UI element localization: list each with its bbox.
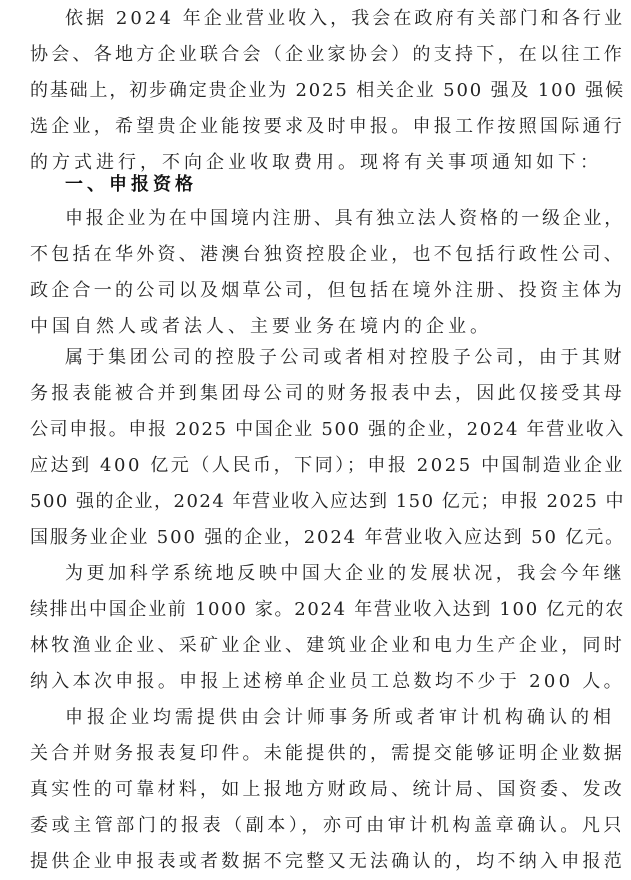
paragraph-4-line-4: 纳入本次申报。申报上述榜单企业员工总数均不少于 200 人。 [30, 671, 625, 692]
paragraph-3-line-1: 属于集团公司的控股子公司或者相对控股子公司，由于其财 [65, 347, 625, 368]
section-heading: 一、申报资格 [65, 174, 197, 195]
paragraph-4-line-1: 为更加科学系统地反映中国大企业的发展状况，我会今年继 [65, 563, 625, 584]
paragraph-5-line-2: 关合并财务报表复印件。未能提供的，需提交能够证明企业数据 [30, 743, 625, 764]
paragraph-2-line-3: 政企合一的公司以及烟草公司，但包括在境外注册、投资主体为 [30, 280, 625, 301]
paragraph-1-line-1: 依据 2024 年企业营业收入，我会在政府有关部门和各行业 [65, 8, 625, 29]
paragraph-1-line-5: 的方式进行，不向企业收取费用。现将有关事项通知如下： [30, 152, 602, 173]
paragraph-5-line-1: 申报企业均需提供由会计师事务所或者审计机构确认的相 [65, 707, 615, 728]
paragraph-4-line-2: 续排出中国企业前 1000 家。2024 年营业收入达到 100 亿元的农 [30, 599, 625, 620]
paragraph-5-line-4: 委或主管部门的报表（副本），亦可由审计机构盖章确认。凡只 [30, 815, 625, 836]
paragraph-2-line-4: 中国自然人或者法人、主要业务在境内的企业。 [30, 316, 492, 337]
paragraph-3-line-4: 应达到 400 亿元（人民币，下同）；申报 2025 中国制造业企业 [30, 455, 625, 476]
paragraph-5-line-5: 提供企业申报表或者数据不完整又无法确认的，均不纳入申报范 [30, 851, 625, 872]
paragraph-1-line-4: 选企业，希望贵企业能按要求及时申报。申报工作按照国际通行 [30, 116, 625, 137]
paragraph-5-line-3: 真实性的可靠材料，如上报地方财政局、统计局、国资委、发改 [30, 779, 625, 800]
paragraph-2-line-2: 不包括在华外资、港澳台独资控股企业，也不包括行政性公司、 [30, 244, 625, 265]
paragraph-2-line-1: 申报企业为在中国境内注册、具有独立法人资格的一级企业， [65, 208, 625, 229]
paragraph-3-line-6: 国服务业企业 500 强的企业，2024 年营业收入应达到 50 亿元。 [30, 527, 625, 548]
paragraph-3-line-5: 500 强的企业，2024 年营业收入应达到 150 亿元；申报 2025 中 [30, 491, 625, 512]
paragraph-4-line-3: 林牧渔业企业、采矿业企业、建筑业企业和电力生产企业，同时 [30, 635, 625, 656]
paragraph-1-line-2: 协会、各地方企业联合会（企业家协会）的支持下，在以往工作 [30, 44, 625, 65]
paragraph-3-line-2: 务报表能被合并到集团母公司的财务报表中去，因此仅接受其母 [30, 383, 625, 404]
paragraph-1-line-3: 的基础上，初步确定贵企业为 2025 相关企业 500 强及 100 强候 [30, 80, 625, 101]
paragraph-3-line-3: 公司申报。申报 2025 中国企业 500 强的企业，2024 年营业收入 [30, 419, 625, 440]
